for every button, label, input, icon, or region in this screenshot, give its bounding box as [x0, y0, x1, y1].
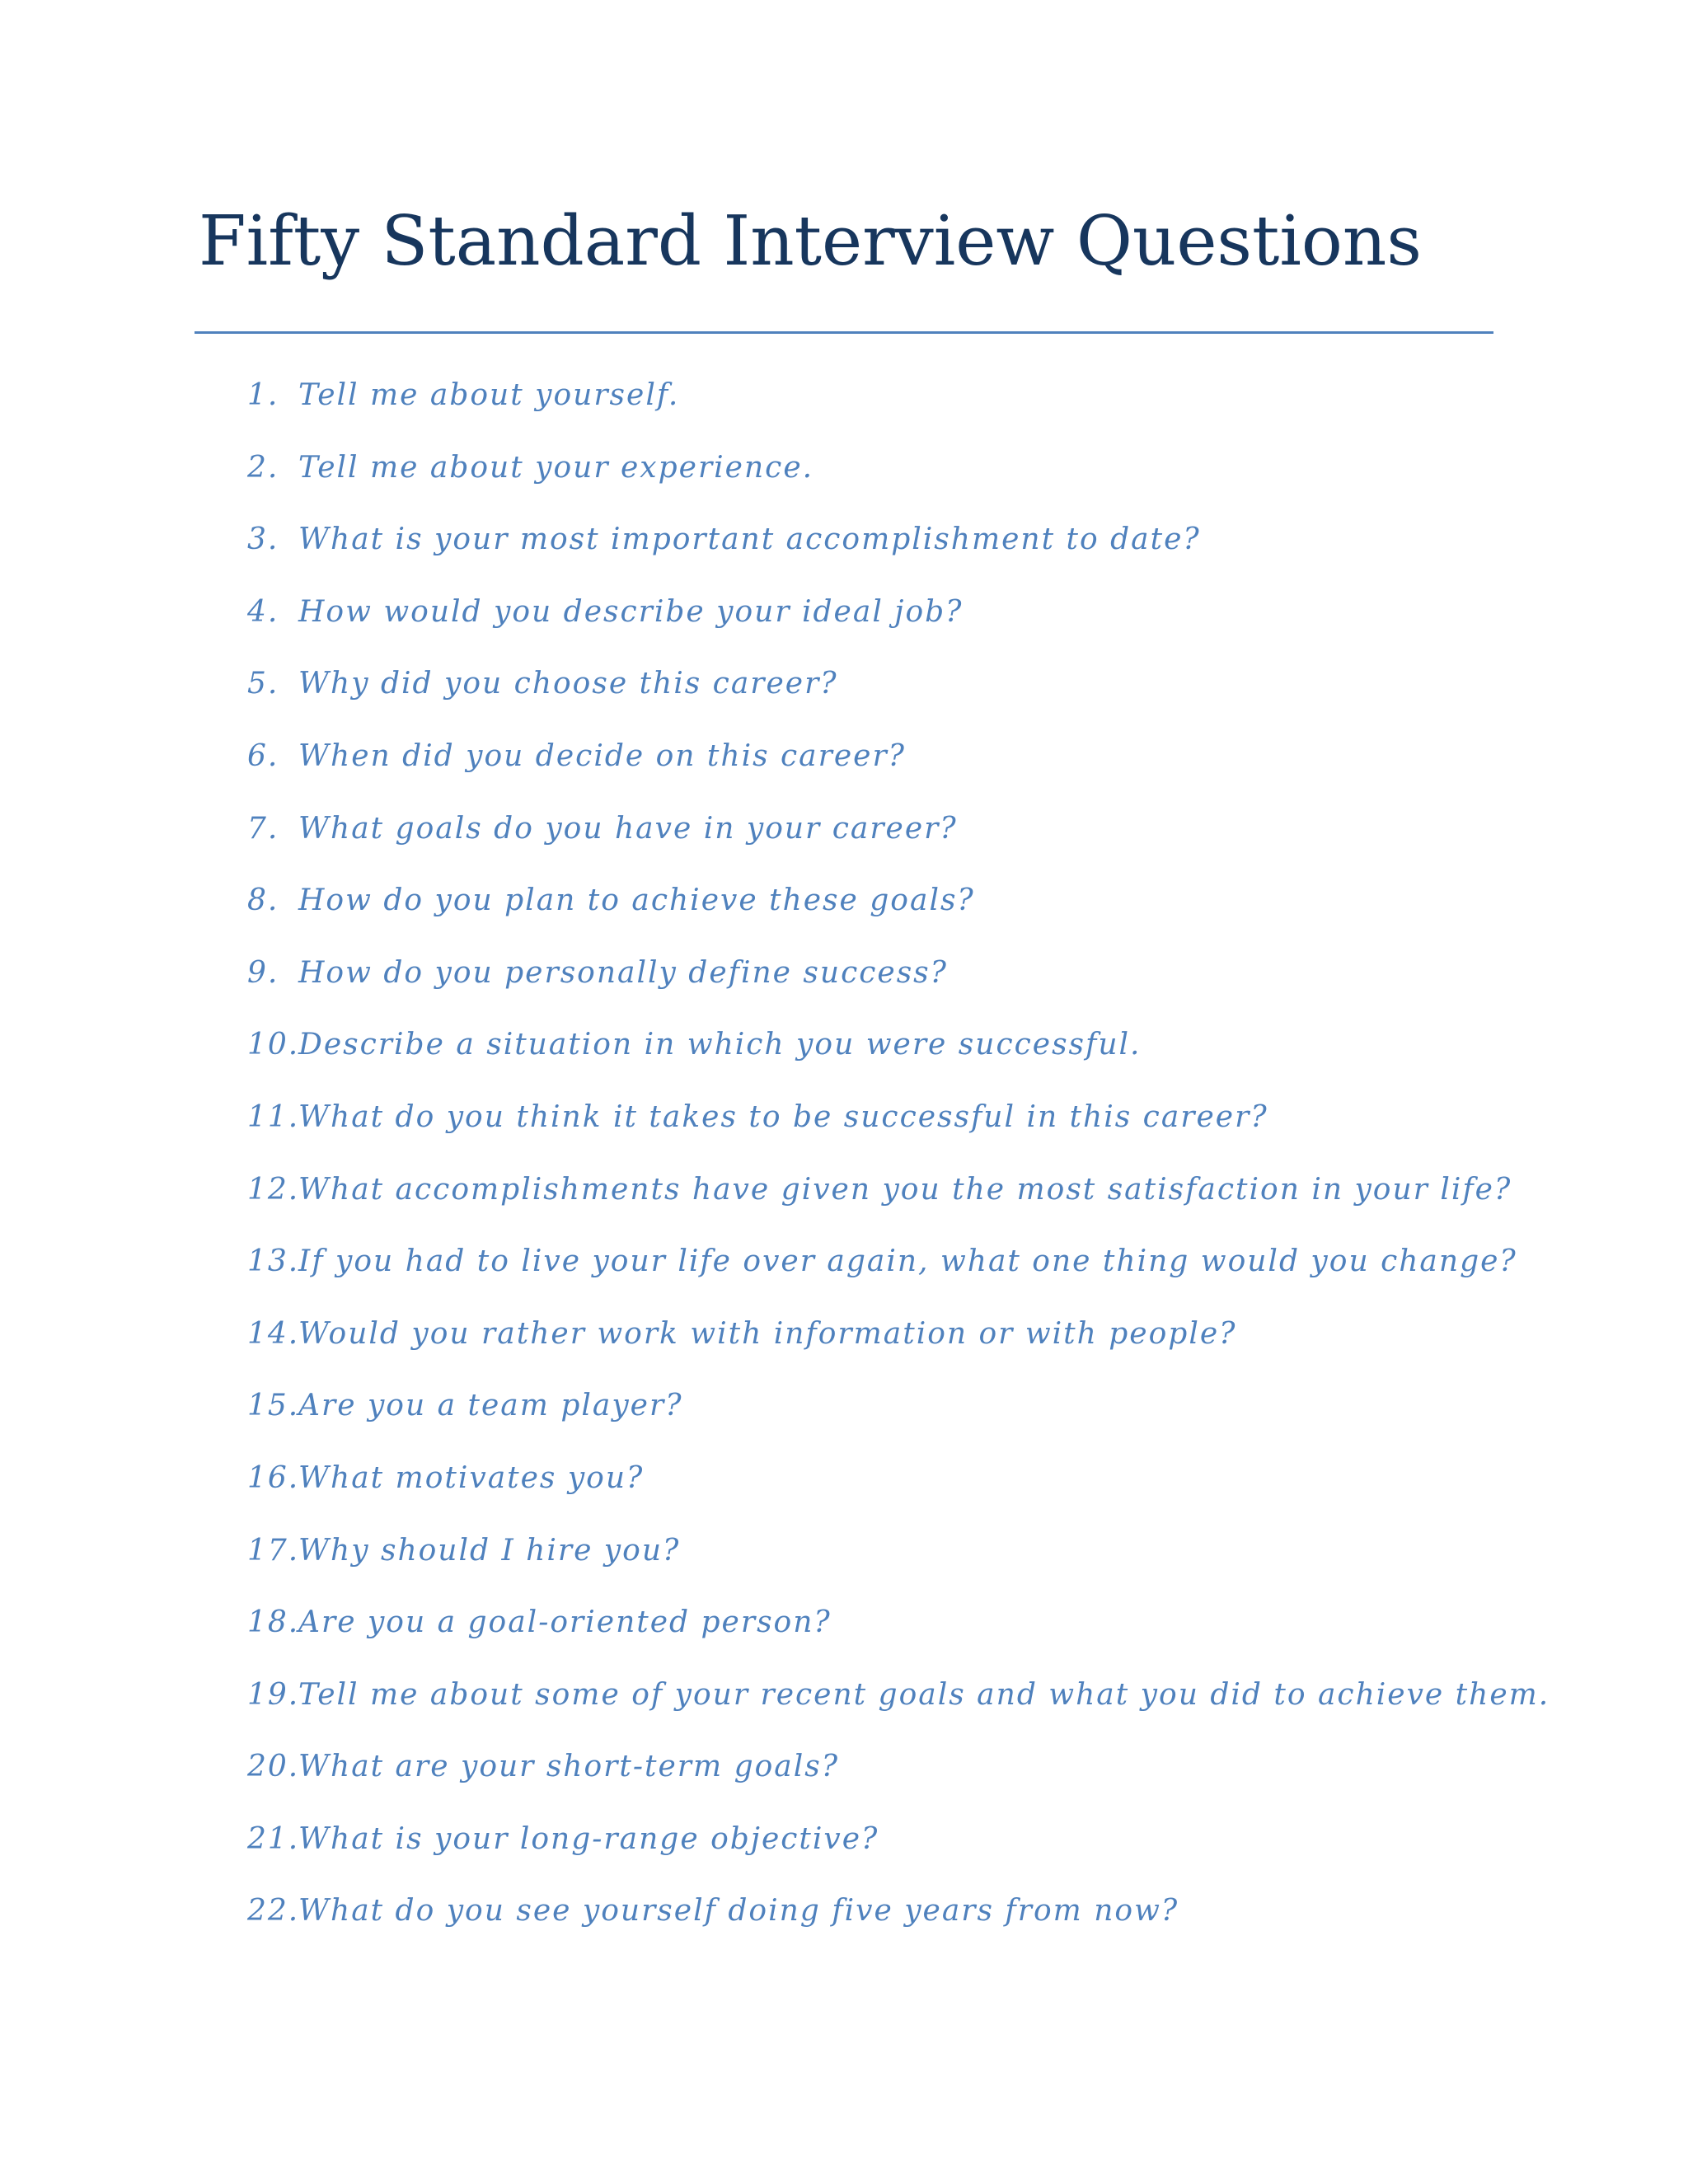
question-item	[0, 659, 1688, 732]
question-text: What do you think it takes to be successful in this career?	[298, 1099, 1268, 1134]
question-number: 6.	[247, 738, 279, 773]
question-list	[0, 371, 1688, 1959]
question-text: When did you decide on this career?	[298, 738, 906, 773]
question-text: Describe a situation in which you were successful.	[298, 1028, 1142, 1062]
question-item	[0, 1093, 1688, 1165]
question-text: How do you plan to achieve these goals?	[298, 883, 975, 918]
question-number: 3.	[247, 523, 279, 557]
question-item	[0, 1454, 1688, 1526]
question-item	[0, 1165, 1688, 1238]
question-item	[0, 1598, 1688, 1671]
question-text: Would you rather work with information or with people?	[298, 1316, 1237, 1351]
question-text: What is your long-range objective?	[298, 1821, 879, 1856]
question-number: 18.	[247, 1605, 300, 1640]
question-text: What do you see yourself doing five years from now?	[298, 1894, 1179, 1929]
question-number: 14.	[247, 1316, 300, 1351]
question-number: 8.	[247, 883, 279, 918]
question-number: 13.	[247, 1244, 300, 1279]
question-text: What goals do you have in your career?	[298, 811, 958, 846]
question-number: 10.	[247, 1028, 300, 1062]
question-item	[0, 1815, 1688, 1887]
question-number: 5.	[247, 667, 279, 701]
question-item	[0, 1020, 1688, 1093]
question-text: Are you a team player?	[298, 1389, 683, 1423]
question-number: 20.	[247, 1750, 300, 1784]
question-item	[0, 515, 1688, 588]
question-number: 16.	[247, 1460, 300, 1495]
title-divider	[195, 331, 1493, 334]
question-text: Tell me about yourself.	[298, 378, 680, 412]
question-text: How would you describe your ideal job?	[298, 594, 964, 629]
question-text: If you had to live your life over again, what one thing would you change?	[298, 1244, 1517, 1279]
question-number: 17.	[247, 1533, 300, 1568]
question-item	[0, 1742, 1688, 1815]
question-number: 19.	[247, 1677, 300, 1712]
question-item	[0, 1886, 1688, 1959]
question-text: Are you a goal-oriented person?	[298, 1605, 832, 1640]
question-item	[0, 1526, 1688, 1599]
question-item	[0, 371, 1688, 443]
question-number: 4.	[247, 594, 279, 629]
question-text: Tell me about some of your recent goals and what you did to achieve them.	[298, 1677, 1550, 1712]
document-title: Fifty Standard Interview Questions	[199, 201, 1422, 281]
question-text: What accomplishments have given you the most satisfaction in your life?	[298, 1172, 1512, 1207]
question-item	[0, 876, 1688, 949]
question-number: 11.	[247, 1099, 300, 1134]
question-text: What are your short-term goals?	[298, 1750, 840, 1784]
question-item	[0, 1381, 1688, 1454]
question-text: What motivates you?	[298, 1460, 645, 1495]
question-item	[0, 1671, 1688, 1743]
question-number: 1.	[247, 378, 279, 412]
question-text: How do you personally define success?	[298, 955, 948, 990]
question-text: What is your most important accomplishment to date?	[298, 523, 1201, 557]
question-number: 7.	[247, 811, 279, 846]
question-number: 21.	[247, 1821, 300, 1856]
question-text: Tell me about your experience.	[298, 450, 814, 485]
question-number: 22.	[247, 1894, 300, 1929]
question-item	[0, 949, 1688, 1021]
question-item	[0, 804, 1688, 877]
question-item	[0, 1310, 1688, 1382]
question-number: 12.	[247, 1172, 300, 1207]
question-number: 15.	[247, 1389, 300, 1423]
question-item	[0, 443, 1688, 516]
question-number: 9.	[247, 955, 279, 990]
question-text: Why did you choose this career?	[298, 667, 838, 701]
question-item	[0, 1237, 1688, 1310]
question-item	[0, 732, 1688, 804]
question-number: 2.	[247, 450, 279, 485]
question-text: Why should I hire you?	[298, 1533, 681, 1568]
question-item	[0, 588, 1688, 660]
